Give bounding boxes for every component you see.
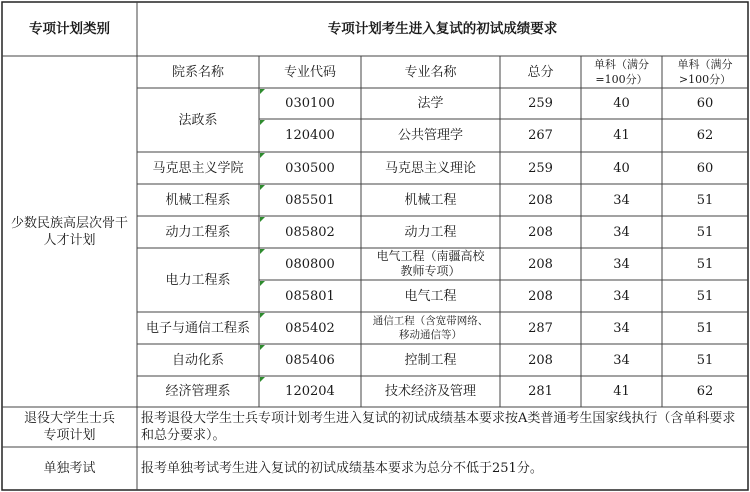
veteran-requirement-text: 报考退役大学生士兵专项计划考生进入复试的初试成绩基本要求按A类普通考生国家线执行（含单科要求和总分要求）。 xyxy=(141,411,736,443)
row-major: 法学 xyxy=(417,96,444,111)
college-zidonghua: 自动化系 xyxy=(171,352,224,368)
row-major: 公共管理学 xyxy=(397,128,463,143)
row-major: 控制工程 xyxy=(404,352,457,368)
row-single-gt100: 51 xyxy=(696,352,714,368)
row-single-gt100: 51 xyxy=(696,224,714,240)
col-code: 专业代码 xyxy=(283,64,336,80)
col-single-le100: 单科（满分=100分） xyxy=(594,58,649,86)
row-major: 电气工程 xyxy=(404,288,457,304)
category-independent-exam: 单独考试 xyxy=(43,461,96,476)
row-single-le100: 40 xyxy=(613,160,630,176)
row-single-gt100: 60 xyxy=(696,96,714,111)
row-total: 281 xyxy=(528,384,553,399)
cell-marker-icon xyxy=(260,249,265,254)
cell-marker-icon xyxy=(260,377,265,382)
row-single-le100: 41 xyxy=(613,384,630,399)
row-code: 120400 xyxy=(285,128,335,143)
row-code: 085406 xyxy=(285,352,335,368)
row-total: 208 xyxy=(528,256,553,272)
row-code: 080800 xyxy=(285,256,335,272)
category-veteran-plan: 退役大学生士兵专项计划 xyxy=(24,411,116,443)
college-dongli: 动力工程系 xyxy=(165,224,231,240)
row-major: 动力工程 xyxy=(404,224,457,240)
cell-marker-icon xyxy=(260,185,265,190)
row-total: 208 xyxy=(528,192,553,208)
row-code: 085402 xyxy=(285,320,335,336)
cell-marker-icon xyxy=(260,281,265,286)
header-requirements: 专项计划考生进入复试的初试成绩要求 xyxy=(327,20,558,37)
college-jixie: 机械工程系 xyxy=(165,192,231,208)
row-single-gt100: 51 xyxy=(696,288,714,304)
college-marx: 马克思主义学院 xyxy=(152,160,244,176)
row-total: 259 xyxy=(528,160,553,176)
cell-marker-icon xyxy=(260,153,265,158)
header-category: 专项计划类别 xyxy=(29,20,110,37)
row-total: 287 xyxy=(528,320,553,336)
independent-exam-text: 报考单独考试考生进入复试的初试成绩基本要求为总分不低于251分。 xyxy=(141,461,543,476)
row-single-le100: 34 xyxy=(613,256,630,272)
col-single-gt100: 单科（满分>100分） xyxy=(677,58,733,86)
row-single-gt100: 51 xyxy=(696,256,714,272)
row-total: 208 xyxy=(528,224,553,240)
row-single-le100: 34 xyxy=(613,288,630,304)
row-major: 电气工程（南疆高校教师专项） xyxy=(376,249,485,278)
row-single-le100: 34 xyxy=(613,352,630,368)
cell-marker-icon xyxy=(260,120,265,125)
col-total: 总分 xyxy=(527,64,554,80)
cell-marker-icon xyxy=(260,345,265,350)
college-fazheng: 法政系 xyxy=(178,112,218,128)
row-major: 通信工程（含宽带网络、移动通信等） xyxy=(372,315,489,341)
row-code: 085801 xyxy=(285,288,335,304)
row-single-le100: 34 xyxy=(613,320,630,336)
college-dianzi: 电子与通信工程系 xyxy=(145,320,250,336)
college-dianli: 电力工程系 xyxy=(165,272,231,288)
row-single-le100: 41 xyxy=(613,128,630,143)
row-major: 马克思主义理论 xyxy=(384,160,476,176)
row-code: 120204 xyxy=(285,384,335,399)
row-code: 085501 xyxy=(285,192,335,208)
row-total: 259 xyxy=(528,96,553,111)
cell-marker-icon xyxy=(260,217,265,222)
college-jingji: 经济管理系 xyxy=(165,384,231,399)
cell-marker-icon xyxy=(260,313,265,318)
row-single-gt100: 62 xyxy=(696,384,714,399)
row-code: 030100 xyxy=(285,96,335,111)
row-major: 技术经济及管理 xyxy=(384,384,476,399)
cell-marker-icon xyxy=(260,89,265,94)
row-single-gt100: 51 xyxy=(696,320,714,336)
row-code: 085802 xyxy=(285,224,335,240)
row-major: 机械工程 xyxy=(404,192,457,208)
col-college: 院系名称 xyxy=(171,64,224,80)
row-single-le100: 34 xyxy=(613,192,630,208)
row-total: 208 xyxy=(528,352,553,368)
row-single-le100: 34 xyxy=(613,224,630,240)
row-single-gt100: 60 xyxy=(696,160,714,176)
col-major: 专业名称 xyxy=(404,64,457,80)
row-single-gt100: 62 xyxy=(696,128,714,143)
row-total: 267 xyxy=(528,128,553,143)
row-code: 030500 xyxy=(285,160,335,176)
row-single-gt100: 51 xyxy=(696,192,714,208)
row-single-le100: 40 xyxy=(613,96,630,111)
category-minority-plan: 少数民族高层次骨干人才计划 xyxy=(10,215,128,248)
row-total: 208 xyxy=(528,288,553,304)
